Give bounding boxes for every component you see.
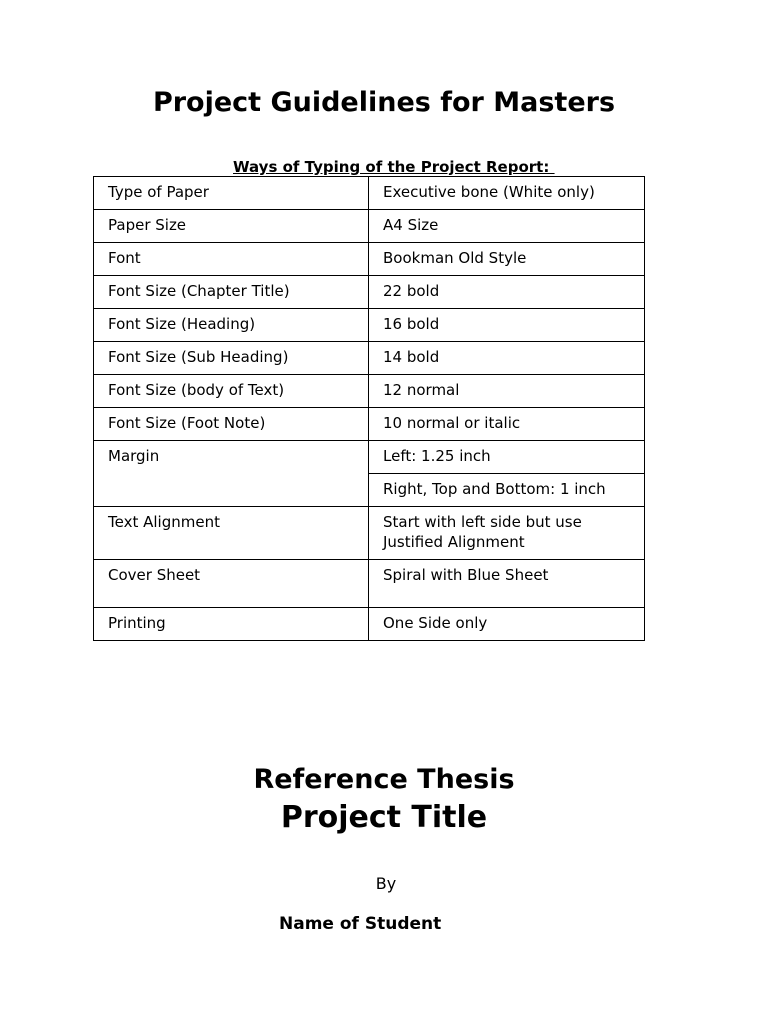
row-label: Paper Size bbox=[94, 210, 369, 243]
row-label: Text Alignment bbox=[94, 507, 369, 560]
student-name: Name of Student bbox=[279, 914, 442, 934]
table-row bbox=[94, 342, 645, 375]
guidelines-table bbox=[93, 176, 645, 641]
row-value: 12 normal bbox=[369, 375, 645, 408]
table-row bbox=[94, 276, 645, 309]
table-row bbox=[94, 408, 645, 441]
row-value: Right, Top and Bottom: 1 inch bbox=[369, 474, 645, 507]
reference-heading: Reference Thesis bbox=[253, 764, 515, 795]
page-title: Project Guidelines for Masters bbox=[152, 87, 616, 118]
table-row bbox=[94, 177, 645, 210]
row-value: 10 normal or italic bbox=[369, 408, 645, 441]
table-row bbox=[94, 210, 645, 243]
project-title: Project Title bbox=[280, 800, 488, 835]
row-label: Type of Paper bbox=[94, 177, 369, 210]
row-label: Font Size (Chapter Title) bbox=[94, 276, 369, 309]
row-value: A4 Size bbox=[369, 210, 645, 243]
row-value: Left: 1.25 inch bbox=[369, 441, 645, 474]
table-row bbox=[94, 560, 645, 608]
table-row bbox=[94, 507, 645, 560]
table-row bbox=[94, 375, 645, 408]
row-label: Font bbox=[94, 243, 369, 276]
row-label: Font Size (Heading) bbox=[94, 309, 369, 342]
row-value: 16 bold bbox=[369, 309, 645, 342]
row-label: Cover Sheet bbox=[94, 560, 369, 608]
row-value: Executive bone (White only) bbox=[369, 177, 645, 210]
row-value: 22 bold bbox=[369, 276, 645, 309]
row-label: Font Size (Foot Note) bbox=[94, 408, 369, 441]
row-value: Bookman Old Style bbox=[369, 243, 645, 276]
row-value: Spiral with Blue Sheet bbox=[369, 560, 645, 608]
table-row bbox=[94, 243, 645, 276]
row-value: One Side only bbox=[369, 608, 645, 641]
row-label: Font Size (body of Text) bbox=[94, 375, 369, 408]
row-value: Start with left side but use Justified Alignment bbox=[369, 507, 645, 560]
by-text: By bbox=[375, 874, 397, 893]
table-row bbox=[94, 608, 645, 641]
row-label: Font Size (Sub Heading) bbox=[94, 342, 369, 375]
row-value: 14 bold bbox=[369, 342, 645, 375]
table-caption: Ways of Typing of the Project Report: bbox=[233, 158, 555, 176]
row-label: Margin bbox=[94, 441, 369, 507]
table-row bbox=[94, 309, 645, 342]
table-row bbox=[94, 441, 645, 474]
row-label: Printing bbox=[94, 608, 369, 641]
